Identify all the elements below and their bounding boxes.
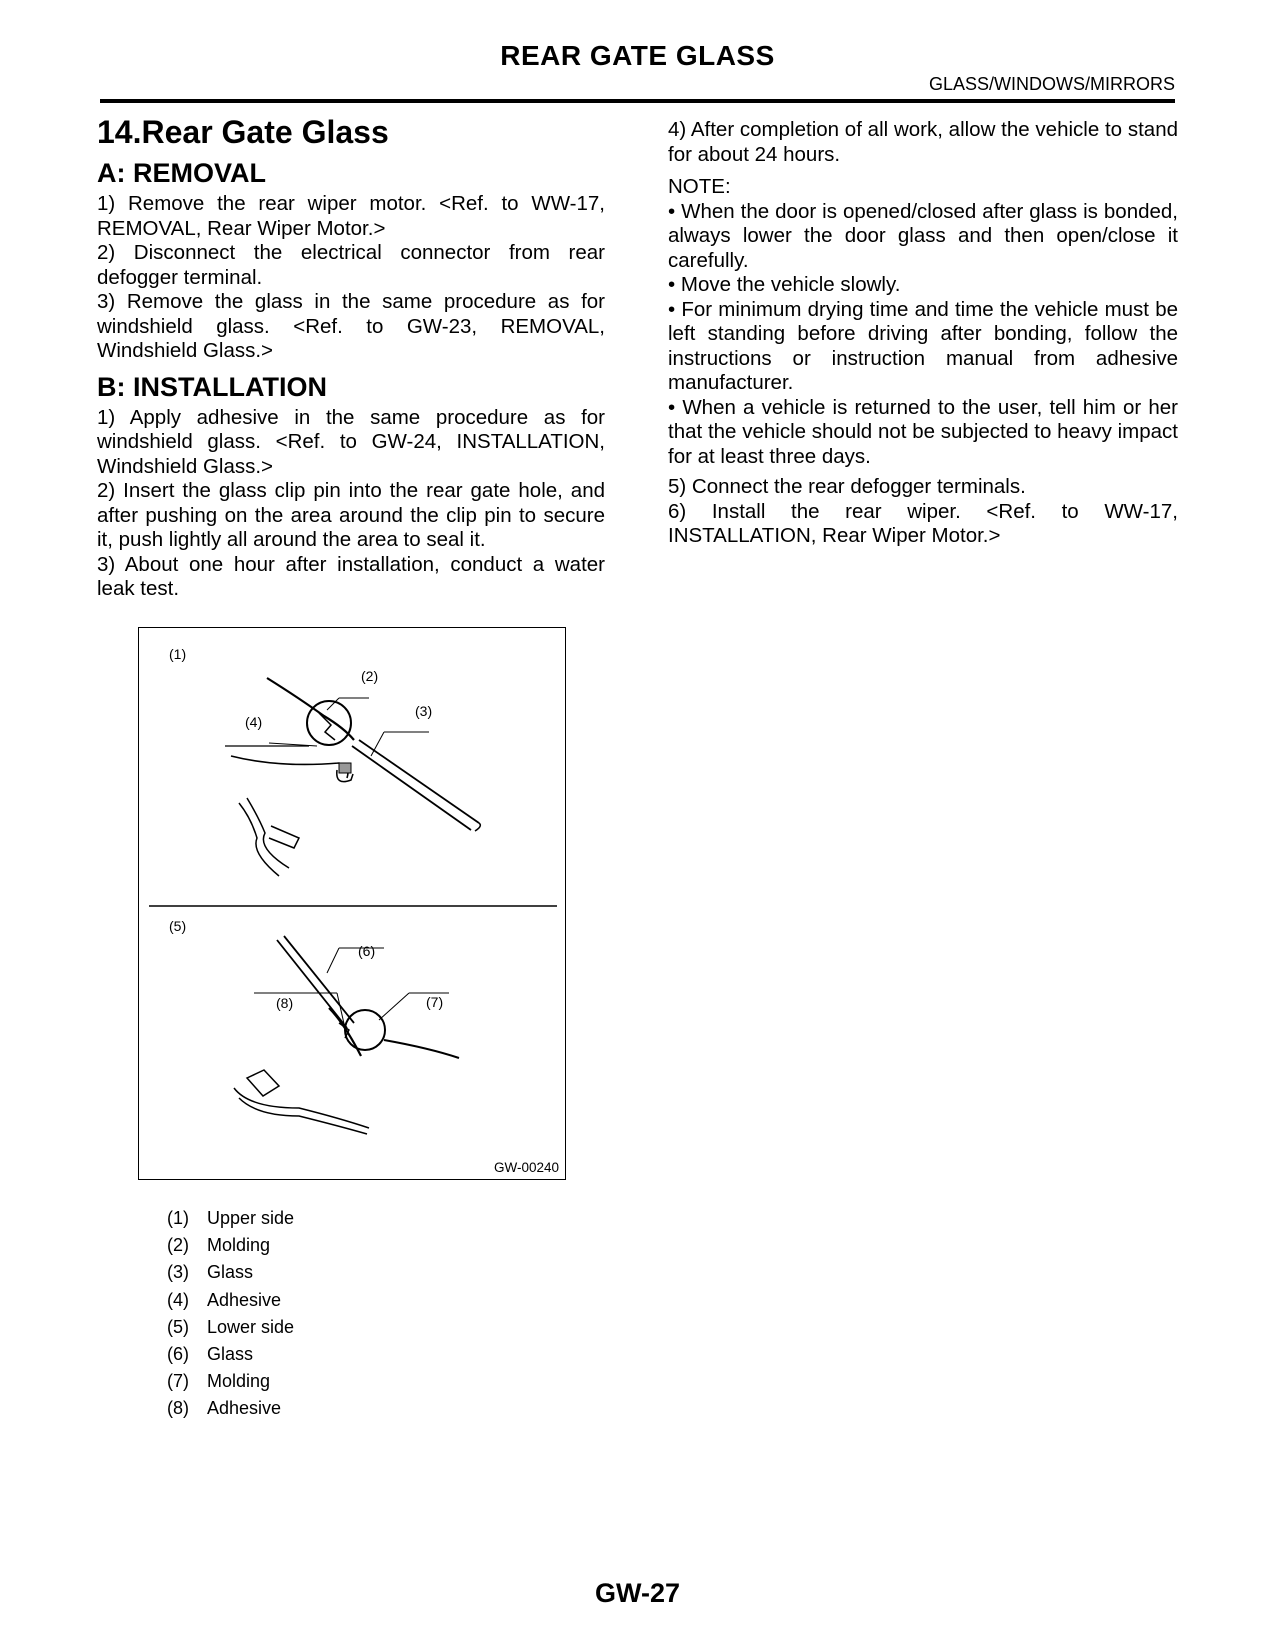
figure-callout: (8) <box>276 995 294 1011</box>
figure-illustration <box>139 628 567 1181</box>
adhesive-line <box>231 756 348 778</box>
glass-edge <box>284 936 354 1023</box>
note-bullet: • When a vehicle is returned to the user, tell him or her that the vehicle should not be subjected to heavy impact for at least three days. <box>668 395 1178 468</box>
removal-step-1: 1) Remove the rear wiper motor. <Ref. to WW-17, REMOVAL, Rear Wiper Motor.> <box>97 192 605 240</box>
body-panel-line <box>267 678 354 740</box>
page-header-section: GLASS/WINDOWS/MIRRORS <box>928 74 1175 94</box>
figure-callout: (5) <box>169 918 187 934</box>
page-header-title: REAR GATE GLASS <box>500 40 775 71</box>
figure-callout: (6) <box>358 943 376 959</box>
figure-legend <box>167 1205 294 1423</box>
figure-callout: (7) <box>426 994 444 1010</box>
installation-step-4: 4) After completion of all work, allow the vehicle to stand for about 24 hours. <box>668 118 1178 166</box>
header-rule <box>100 99 1175 103</box>
legend-item: (1) Upper side <box>167 1208 295 1228</box>
note-bullet: • When the door is opened/closed after glass is bonded, always lower the door glass and then open/close it carefully. <box>668 199 1178 272</box>
legend-item: (8) Adhesive <box>167 1398 282 1419</box>
legend-item: (5) Lower side <box>167 1316 295 1337</box>
installation-step-5: 5) Connect the rear defogger terminals. <box>668 475 1026 498</box>
figure-callout: (3) <box>415 703 433 719</box>
installation-step-3: 3) About one hour after installation, conduct a water leak test. <box>97 552 605 600</box>
legend-item: (3) Glass <box>167 1262 254 1283</box>
main-heading: 14.Rear Gate Glass <box>97 114 389 150</box>
right-column <box>668 118 1178 549</box>
removal-step-3: 3) Remove the glass in the same procedure as for windshield glass. <Ref. to GW-23, REMOVAL, Windshield Glass.> <box>97 290 605 362</box>
installation-step-1: 1) Apply adhesive in the same procedure as for windshield glass. <Ref. to GW-24, INSTALLATION, Windshield Glass.> <box>97 405 605 478</box>
removal-step-2: 2) Disconnect the electrical connector from rear defogger terminal. <box>97 241 605 289</box>
glass-installation-figure <box>138 627 566 1180</box>
legend-item: (6) Glass <box>167 1344 254 1365</box>
figure-callout: (2) <box>361 668 379 684</box>
legend-item: (7) Molding <box>167 1371 271 1392</box>
figure-code: GW-00240 <box>493 1160 559 1175</box>
note-bullet: • For minimum drying time and time the vehicle must be left standing before driving after bonding, follow the instructions or instruction manual from adhesive manufacturer. <box>668 297 1178 394</box>
figure-callout: (1) <box>169 646 187 662</box>
legend-item: (2) Molding <box>167 1235 271 1256</box>
legend-item: (4) Adhesive <box>167 1289 282 1310</box>
figure-callout: (4) <box>245 714 263 730</box>
page-number: GW-27 <box>595 1578 680 1608</box>
installation-heading: B: INSTALLATION <box>97 371 327 402</box>
note-bullet: • Move the vehicle slowly. <box>668 273 901 296</box>
molding-detail-circle <box>345 1010 385 1050</box>
note-label: NOTE: <box>668 175 731 198</box>
left-column <box>97 112 605 602</box>
installation-step-6: 6) Install the rear wiper. <Ref. to WW-17, INSTALLATION, Rear Wiper Motor.> <box>668 499 1178 547</box>
removal-heading: A: REMOVAL <box>97 158 266 188</box>
installation-step-2: 2) Insert the glass clip pin into the rear gate hole, and after pushing on the area around the clip pin to secure it, push lightly all around the area to seal it. <box>97 479 605 551</box>
glass-edge <box>359 740 479 823</box>
glass-edge <box>352 746 471 830</box>
